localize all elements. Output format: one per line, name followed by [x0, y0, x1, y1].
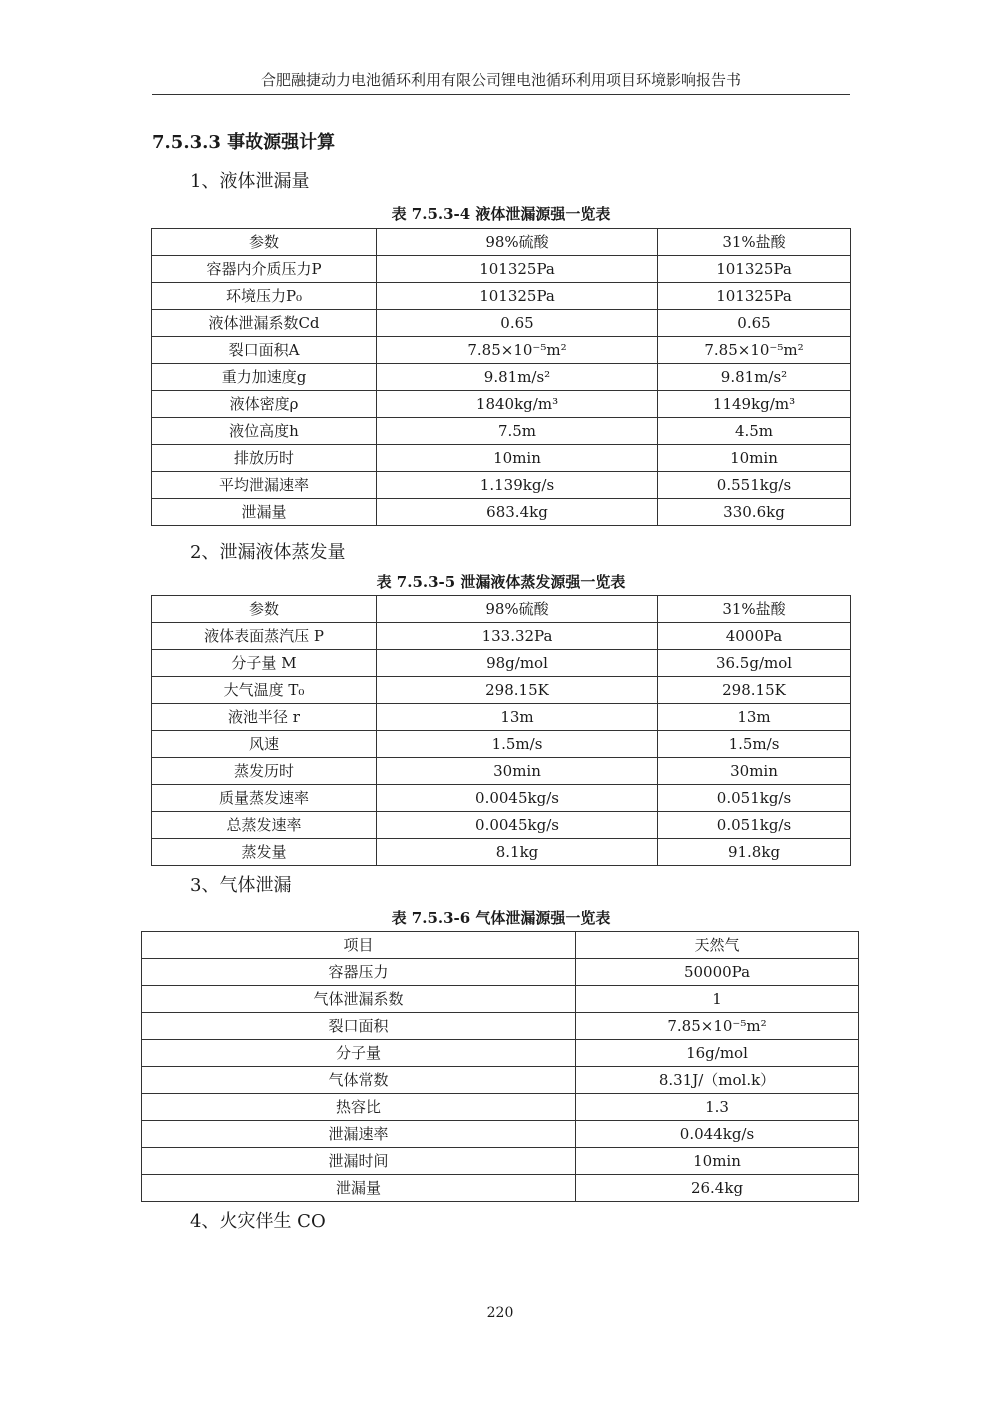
parameter-cell: 气体泄漏系数: [142, 986, 576, 1013]
table-row: [142, 1094, 859, 1121]
value-cell: 0.044kg/s: [576, 1121, 859, 1148]
parameter-cell: 排放历时: [152, 445, 377, 472]
table-row: [152, 677, 851, 704]
table-row: [152, 364, 851, 391]
evaporation-heading: 2、泄漏液体蒸发量: [190, 542, 346, 563]
gas-leak-table: [141, 931, 859, 1202]
value-cell: 0.0045kg/s: [377, 785, 658, 812]
page-number: 220: [486, 1305, 514, 1321]
parameter-cell: 泄漏速率: [142, 1121, 576, 1148]
liquid-leak-table-caption: 表 7.5.3-4 液体泄漏源强一览表: [391, 205, 611, 223]
liquid-leak-table: [151, 228, 851, 526]
value-cell: 10min: [377, 445, 658, 472]
value-cell: 4.5m: [658, 418, 851, 445]
value-cell: 1.5m/s: [658, 731, 851, 758]
parameter-cell: 液体密度ρ: [152, 391, 377, 418]
value-cell: 0.051kg/s: [658, 812, 851, 839]
table-row: [152, 623, 851, 650]
column-header: 项目: [142, 932, 576, 959]
table-row: [152, 650, 851, 677]
column-header: 参数: [152, 596, 377, 623]
table-row: [152, 418, 851, 445]
value-cell: 1.5m/s: [377, 731, 658, 758]
liquid-leak-heading: 1、液体泄漏量: [190, 171, 310, 192]
value-cell: 9.81m/s²: [377, 364, 658, 391]
value-cell: 7.85×10⁻⁵m²: [377, 337, 658, 364]
table-row: [152, 785, 851, 812]
parameter-cell: 平均泄漏速率: [152, 472, 377, 499]
value-cell: 683.4kg: [377, 499, 658, 526]
evaporation-table-caption: 表 7.5.3-5 泄漏液体蒸发源强一览表: [376, 573, 626, 591]
parameter-cell: 气体常数: [142, 1067, 576, 1094]
value-cell: 330.6kg: [658, 499, 851, 526]
parameter-cell: 分子量 M: [152, 650, 377, 677]
value-cell: 98g/mol: [377, 650, 658, 677]
section-title: 7.5.3.3 事故源强计算: [152, 132, 336, 153]
table-row: [152, 839, 851, 866]
value-cell: 1.3: [576, 1094, 859, 1121]
parameter-cell: 分子量: [142, 1040, 576, 1067]
table-row: [152, 731, 851, 758]
value-cell: 0.65: [658, 310, 851, 337]
value-cell: 298.15K: [377, 677, 658, 704]
table-row: [152, 256, 851, 283]
table-row: [142, 1013, 859, 1040]
gas-leak-heading: 3、气体泄漏: [190, 875, 292, 896]
column-header: 天然气: [576, 932, 859, 959]
value-cell: 8.31J/（mol.k）: [576, 1067, 859, 1094]
value-cell: 101325Pa: [658, 256, 851, 283]
table-row: [142, 1121, 859, 1148]
value-cell: 30min: [377, 758, 658, 785]
parameter-cell: 液池半径 r: [152, 704, 377, 731]
column-header: 98%硫酸: [377, 229, 658, 256]
parameter-cell: 大气温度 T₀: [152, 677, 377, 704]
parameter-cell: 液位高度h: [152, 418, 377, 445]
table-row: [142, 959, 859, 986]
value-cell: 91.8kg: [658, 839, 851, 866]
value-cell: 4000Pa: [658, 623, 851, 650]
column-header: 98%硫酸: [377, 596, 658, 623]
value-cell: 0.551kg/s: [658, 472, 851, 499]
parameter-cell: 质量蒸发速率: [152, 785, 377, 812]
table-row: [152, 337, 851, 364]
value-cell: 36.5g/mol: [658, 650, 851, 677]
value-cell: 7.85×10⁻⁵m²: [658, 337, 851, 364]
value-cell: 1: [576, 986, 859, 1013]
parameter-cell: 热容比: [142, 1094, 576, 1121]
value-cell: 101325Pa: [377, 256, 658, 283]
parameter-cell: 蒸发量: [152, 839, 377, 866]
value-cell: 101325Pa: [377, 283, 658, 310]
value-cell: 133.32Pa: [377, 623, 658, 650]
value-cell: 16g/mol: [576, 1040, 859, 1067]
value-cell: 1149kg/m³: [658, 391, 851, 418]
parameter-cell: 泄漏时间: [142, 1148, 576, 1175]
parameter-cell: 泄漏量: [142, 1175, 576, 1202]
table-row: [152, 472, 851, 499]
table-row: [152, 283, 851, 310]
value-cell: 8.1kg: [377, 839, 658, 866]
value-cell: 26.4kg: [576, 1175, 859, 1202]
table-row: [152, 391, 851, 418]
parameter-cell: 裂口面积A: [152, 337, 377, 364]
table-row: [142, 1148, 859, 1175]
fire-co-heading: 4、火灾伴生 CO: [190, 1211, 326, 1232]
running-header: 合肥融捷动力电池循环利用有限公司锂电池循环利用项目环境影响报告书: [260, 71, 741, 89]
value-cell: 1840kg/m³: [377, 391, 658, 418]
table-row: [152, 758, 851, 785]
value-cell: 298.15K: [658, 677, 851, 704]
parameter-cell: 总蒸发速率: [152, 812, 377, 839]
table-row: [152, 499, 851, 526]
column-header: 31%盐酸: [658, 596, 851, 623]
parameter-cell: 容器压力: [142, 959, 576, 986]
table-header-row: [142, 932, 859, 959]
parameter-cell: 液体表面蒸汽压 P: [152, 623, 377, 650]
parameter-cell: 泄漏量: [152, 499, 377, 526]
value-cell: 13m: [377, 704, 658, 731]
parameter-cell: 风速: [152, 731, 377, 758]
table-header-row: [152, 596, 851, 623]
table-row: [142, 1040, 859, 1067]
table-row: [152, 704, 851, 731]
parameter-cell: 容器内介质压力P: [152, 256, 377, 283]
table-header-row: [152, 229, 851, 256]
value-cell: 0.0045kg/s: [377, 812, 658, 839]
value-cell: 9.81m/s²: [658, 364, 851, 391]
value-cell: 7.5m: [377, 418, 658, 445]
column-header: 参数: [152, 229, 377, 256]
value-cell: 50000Pa: [576, 959, 859, 986]
value-cell: 7.85×10⁻⁵m²: [576, 1013, 859, 1040]
table-row: [142, 1175, 859, 1202]
table-row: [152, 812, 851, 839]
parameter-cell: 蒸发历时: [152, 758, 377, 785]
value-cell: 101325Pa: [658, 283, 851, 310]
value-cell: 10min: [658, 445, 851, 472]
column-header: 31%盐酸: [658, 229, 851, 256]
value-cell: 10min: [576, 1148, 859, 1175]
value-cell: 30min: [658, 758, 851, 785]
parameter-cell: 环境压力P₀: [152, 283, 377, 310]
value-cell: 0.051kg/s: [658, 785, 851, 812]
gas-leak-table-caption: 表 7.5.3-6 气体泄漏源强一览表: [391, 909, 611, 927]
table-row: [152, 445, 851, 472]
parameter-cell: 液体泄漏系数Cd: [152, 310, 377, 337]
evaporation-table: [151, 595, 851, 866]
table-row: [152, 310, 851, 337]
table-row: [142, 986, 859, 1013]
parameter-cell: 重力加速度g: [152, 364, 377, 391]
value-cell: 13m: [658, 704, 851, 731]
table-row: [142, 1067, 859, 1094]
value-cell: 0.65: [377, 310, 658, 337]
parameter-cell: 裂口面积: [142, 1013, 576, 1040]
value-cell: 1.139kg/s: [377, 472, 658, 499]
header-divider: [152, 94, 850, 95]
